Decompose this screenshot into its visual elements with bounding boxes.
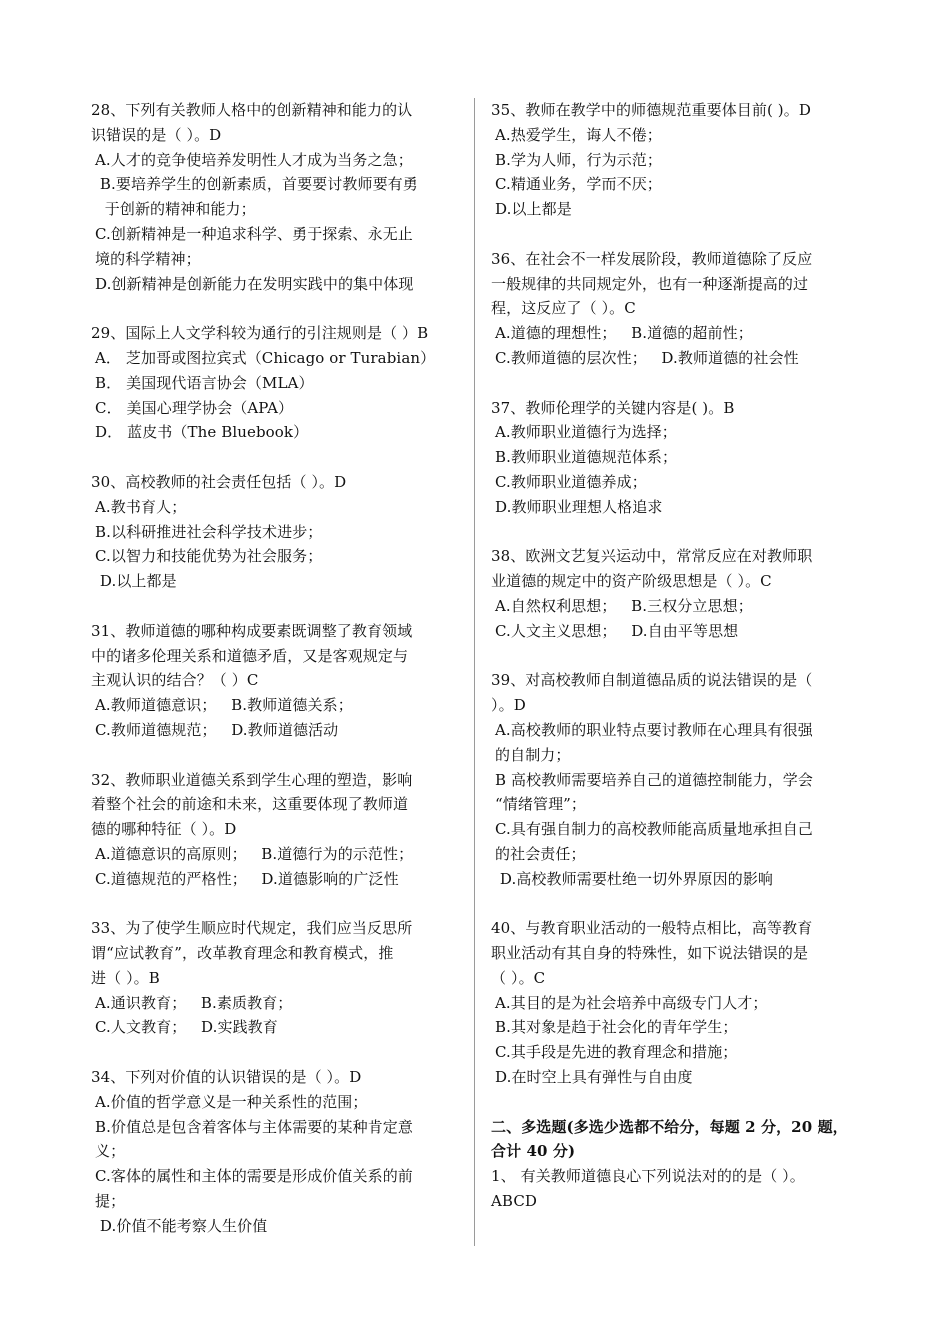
answer-option: D.创新精神是创新能力在发明实践中的集中体现 [95, 274, 414, 293]
answer-option: A.教师道德意识； B.教师道德关系； [95, 696, 353, 715]
question-text: 33、为了使学生顺应时代规定，我们应当反思所 [91, 919, 413, 938]
answer-option: 的社会责任； [495, 844, 586, 863]
answer-option: B.其对象是趋于社会化的青年学生； [495, 1018, 738, 1037]
question-text: 着整个社会的前途和未来，这重要体现了教师道 [91, 795, 409, 814]
question-text: 中的诸多伦理关系和道德矛盾，又是客观规定与 [91, 646, 409, 665]
question-block [491, 544, 866, 643]
answer-option: A.其目的是为社会培养中高级专门人才； [495, 993, 768, 1012]
answer-option: C.创新精神是一种追求科学、勇于探索、永无止 [95, 224, 413, 243]
answer-option: A.高校教师的职业特点要讨教师在心理具有很强 [495, 720, 813, 739]
question-block [91, 98, 463, 296]
question-text: 37、教师伦理学的关键内容是( )。B [491, 398, 735, 417]
question-block [91, 619, 463, 743]
left-column [91, 98, 463, 1263]
question-text: 30、高校教师的社会责任包括（ ）。D [91, 472, 347, 491]
answer-option: A.教书育人； [95, 497, 187, 516]
question-text: ）。D [491, 696, 526, 715]
answer-option: D.在时空上具有弹性与自由度 [495, 1068, 693, 1087]
answer-option: “情绪管理”； [495, 795, 587, 814]
answer-option: B.以科研推进社会科学技术进步； [95, 522, 323, 541]
question-block [491, 247, 866, 371]
answer-option: A.道德的理想性； B.道德的超前性； [495, 324, 753, 343]
answer-option: B.教师职业道德规范体系； [495, 448, 678, 467]
question-text: 主观认识的结合？（ ）C [91, 671, 259, 690]
answer-option: A.热爱学生，诲人不倦； [495, 125, 662, 144]
question-block [91, 768, 463, 892]
answer-option: C.客体的属性和主体的需要是形成价值关系的前 [95, 1167, 413, 1186]
answer-option: C.具有强自制力的高校教师能高质量地承担自己 [495, 820, 813, 839]
question-text: 32、教师职业道德关系到学生心理的塑造，影响 [91, 770, 413, 789]
question-block [491, 668, 866, 891]
question-text: 程，这反应了（ ）。C [491, 299, 636, 318]
question-text: 进（ ）。B [91, 968, 160, 987]
answer-option: A.人才的竞争使培养发明性人才成为当务之急； [95, 150, 413, 169]
answer-option: 的自制力； [495, 745, 571, 764]
question-block [91, 916, 463, 1040]
answer-option: C.人文教育； D.实践教育 [95, 1018, 278, 1037]
question-text: 识错误的是（ ）。D [91, 125, 222, 144]
answer-option: 义； [95, 1142, 126, 1161]
answer-option: B.学为人师，行为示范； [495, 150, 662, 169]
question-block [91, 321, 463, 445]
answer-option: D.教师职业理想人格追求 [495, 497, 663, 516]
question-block [491, 396, 866, 520]
answer-option: C.道德规范的严格性； D.道德影响的广泛性 [95, 869, 399, 888]
question-text: 28、下列有关教师人格中的创新精神和能力的认 [91, 101, 413, 119]
answer-option: C.以智力和技能优势为社会服务； [95, 547, 323, 566]
right-column [491, 98, 866, 1214]
answer-option: C.教师职业道德养成； [495, 472, 647, 491]
answer-option: D． 蓝皮书（The Bluebook） [95, 423, 309, 442]
section-heading-line: 合计 40 分) [491, 1142, 576, 1161]
answer-option: C.人文主义思想； D.自由平等思想 [495, 621, 739, 640]
answer-option: B.价值总是包含着客体与主体需要的某种肯定意 [95, 1117, 413, 1136]
question-text: 31、教师道德的哪种构成要素既调整了教育领域 [91, 621, 413, 640]
question-text: 35、教师在教学中的师德规范重要体目前( )。D [491, 101, 811, 119]
answer-option: B.要培养学生的创新素质，首要要讨教师要有勇 [95, 175, 418, 194]
answer-option: B 高校教师需要培养自己的道德控制能力，学会 [495, 770, 813, 789]
answer-option: D.以上都是 [95, 572, 177, 591]
question-text: 39、对高校教师自制道德品质的说法错误的是（ [491, 671, 813, 690]
section-heading [491, 1115, 866, 1165]
question-block [91, 470, 463, 594]
question-text: 职业活动有其自身的特殊性，如下说法错误的是 [491, 944, 809, 963]
answer-option: D.价值不能考察人生价值 [95, 1216, 268, 1235]
answer-option: C.其手段是先进的教育理念和措施； [495, 1043, 738, 1062]
answer-option: D.高校教师需要杜绝一切外界原因的影响 [495, 869, 774, 888]
answer-option: A.价值的哲学意义是一种关系性的范围； [95, 1092, 368, 1111]
question-text: 德的哪种特征（ ）。D [91, 820, 237, 839]
question-text: 一般规律的共同规定外，也有一种逐渐提高的过 [491, 274, 809, 293]
question-text: 1、 有关教师道德良心下列说法对的的是（ ）。 [491, 1167, 805, 1186]
question-block [91, 1065, 463, 1239]
question-text: 38、欧洲文艺复兴运动中，常常反应在对教师职 [491, 547, 813, 566]
answer-option: 提； [95, 1192, 126, 1211]
question-text: ABCD [491, 1192, 538, 1211]
section-heading-line: 二、多选题(多选少选都不给分，每题 2 分，20 题， [491, 1117, 848, 1136]
answer-option: A.通识教育； B.素质教育； [95, 993, 293, 1012]
column-divider [474, 98, 475, 1246]
answer-option: D.以上都是 [495, 200, 572, 219]
question-block [491, 1164, 866, 1214]
answer-option: C.教师道德的层次性； D.教师道德的社会性 [495, 348, 799, 367]
question-text: 谓“应试教育”，改革教育理念和教育模式，推 [91, 944, 394, 963]
answer-option: A.教师职业道德行为选择； [495, 423, 677, 442]
answer-option: C． 美国心理学协会（APA） [95, 398, 294, 417]
answer-option: C.教师道德规范； D.教师道德活动 [95, 720, 339, 739]
answer-option: C.精通业务，学而不厌； [495, 175, 662, 194]
question-block [491, 916, 866, 1090]
question-block [491, 98, 866, 222]
question-text: 36、在社会不一样发展阶段，教师道德除了反应 [491, 249, 813, 268]
question-text: 34、下列对价值的认识错误的是（ ）。D [91, 1068, 362, 1087]
question-text: 29、国际上人文学科较为通行的引注规则是（ ）B [91, 324, 429, 343]
answer-option: A． 芝加哥或图拉宾式（Chicago or Turabian） [95, 348, 436, 367]
answer-option: B． 美国现代语言协会（MLA） [95, 373, 314, 392]
question-text: （ ）。C [491, 968, 546, 987]
answer-option: 境的科学精神； [95, 249, 201, 268]
question-text: 业道德的规定中的资产阶级思想是（ ）。C [491, 572, 772, 591]
answer-option: 于创新的精神和能力； [95, 200, 256, 219]
answer-option: A.道德意识的高原则； B.道德行为的示范性； [95, 844, 414, 863]
question-text: 40、与教育职业活动的一般特点相比，高等教育 [491, 919, 813, 938]
answer-option: A.自然权利思想； B.三权分立思想； [495, 596, 753, 615]
